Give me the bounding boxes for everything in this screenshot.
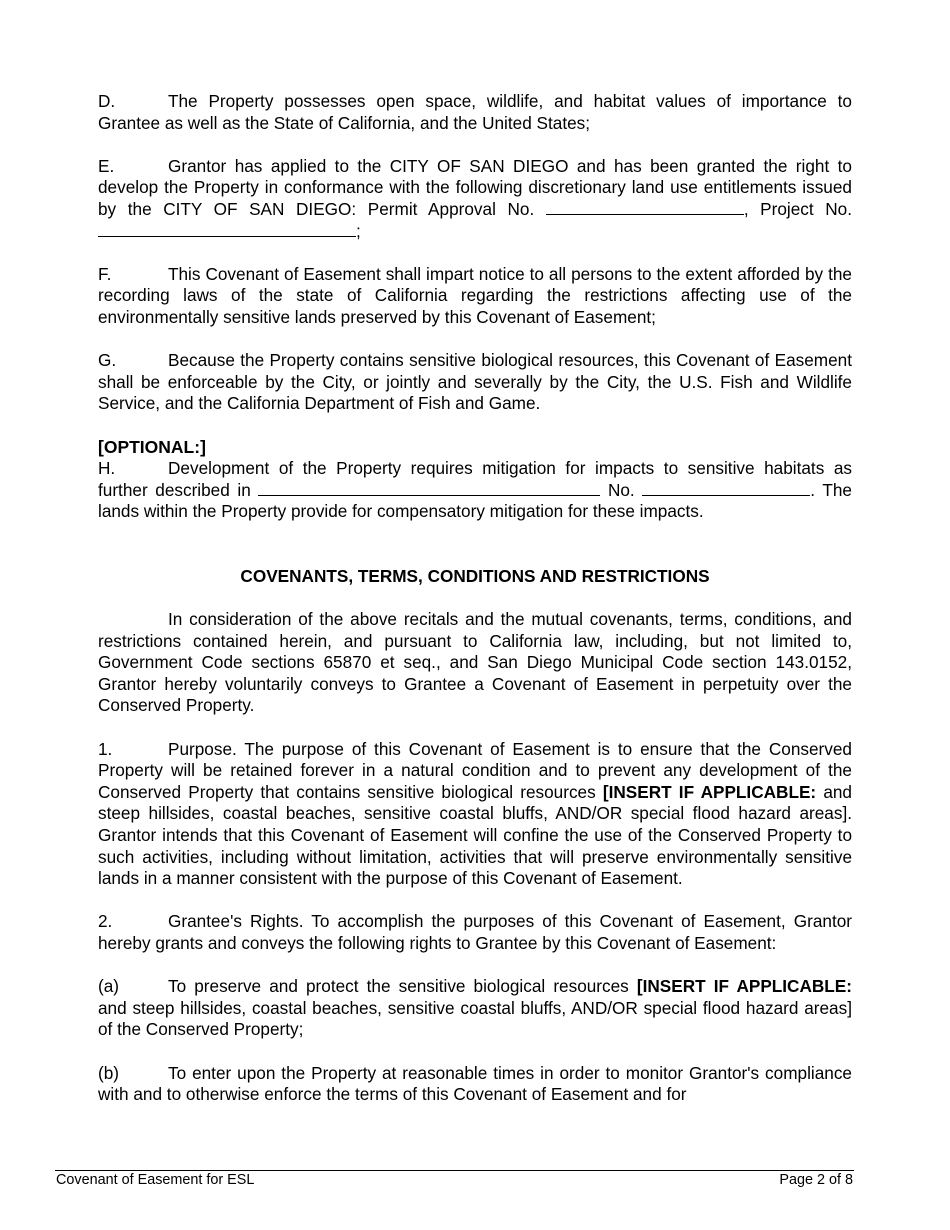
recital-text: The Property possesses open space, wildlife, and habitat values of importance to Grantee as well as the State of California, and the United States; [98,91,852,133]
paragraph-text: Purpose. The purpose of this Covenant of Easement is to ensure that the Conserved Property will be retained forever in a natural condition and to prevent any development of the Conserved Property that contains sensitive biological resources [98,738,852,802]
paragraph-text: and steep hillsides, coastal beaches, sensitive coastal bluffs, AND/OR special flood hazard areas] of the Conserved Property; [98,997,852,1040]
project-number-blank [98,222,356,237]
paragraph-text: Grantee's Rights. To accomplish the purposes of this Covenant of Easement, Grantor hereby grants and conveys the following rights to Grantee by this Covenant of Easement: [98,911,852,953]
optional-heading: [OPTIONAL:] [98,436,206,457]
recital-f [98,264,852,329]
recital-label: G. [98,350,117,371]
recital-text: . The lands within the Property provide for compensatory mitigation for these impacts. [98,479,852,522]
section-heading: COVENANTS, TERMS, CONDITIONS AND RESTRICTIONS [240,565,710,586]
recital-text: Because the Property contains sensitive biological resources, this Covenant of Easement shall be enforceable by the City, or jointly and severally by the City, the U.S. Fish and Wildlife Service, and the California Department of Fish and Game. [98,350,852,414]
item-label: (b) [98,1062,120,1083]
recital-label: H. [98,458,116,479]
item-label: (a) [98,976,120,997]
recital-label: F. [98,263,112,284]
footer-document-title: Covenant of Easement for ESL [56,1172,255,1188]
right-a-paragraph [98,976,852,1041]
recital-label: E. [98,155,115,176]
purpose-paragraph [98,739,852,890]
recital-text: This Covenant of Easement shall impart notice to all persons to the extent afforded by the recording laws of the state of California regarding the restrictions affecting use of the environmentally sensitive lands preserved by this Covenant of Easement; [98,263,852,327]
paragraph-text: To preserve and protect the sensitive biological resources [168,976,629,997]
paragraph-text: In consideration of the above recitals and the mutual covenants, terms, conditions, and restrictions contained herein, and pursuant to California law, including, but not limited to, Government Code sections 65870 et seq., and San Diego Municipal Code section 143.0152, Grantor hereby voluntarily conveys to Grantee a Covenant of Easement in perpetuity over the Conserved Property. [98,609,852,716]
recital-h [98,458,852,523]
paragraph-text: To enter upon the Property at reasonable times in order to monitor Grantor's compliance with and to otherwise enforce the terms of this Covenant of Easement and for [98,1062,852,1105]
recital-label: D. [98,91,116,111]
insert-if-applicable: [INSERT IF APPLICABLE: [636,976,852,997]
mitigation-number-blank [642,481,810,496]
recital-text: ; [356,220,361,241]
item-label: 1. [98,738,113,759]
paragraph-text: and steep hillsides, coastal beaches, sensitive coastal bluffs, AND/OR special flood hazard areas]. Grantor intends that this Covenant of Easement will confine the use of the Conserved Property to such activities, including without limitation, activities that will preserve environmentally sensitive lands in a manner consistent with the purpose of this Covenant of Easement. [98,781,852,889]
recital-text: No. [607,479,635,500]
described-in-blank [258,481,600,496]
permit-approval-blank [546,200,744,215]
recital-text: Development of the Property requires mitigation for impacts to sensitive habitats as further described in [98,458,852,500]
recital-d [98,91,852,134]
document-body [98,91,852,1106]
right-b-paragraph [98,1063,852,1106]
recital-text: Grantor has applied to the CITY OF SAN DIEGO and has been granted the right to develop the Property in conformance with the following discretionary land use entitlements issued by the CITY OF SAN DIEGO: Permit Approval No. [98,155,852,219]
footer-divider [55,1170,854,1171]
recital-e [98,156,852,242]
consideration-paragraph [98,609,852,717]
insert-if-applicable: [INSERT IF APPLICABLE: [602,781,817,802]
item-label: 2. [98,911,113,932]
recital-text: , Project No. [743,198,852,219]
footer-page-number: Page 2 of 8 [779,1172,853,1188]
grantee-rights-paragraph [98,911,852,954]
recital-g [98,350,852,415]
